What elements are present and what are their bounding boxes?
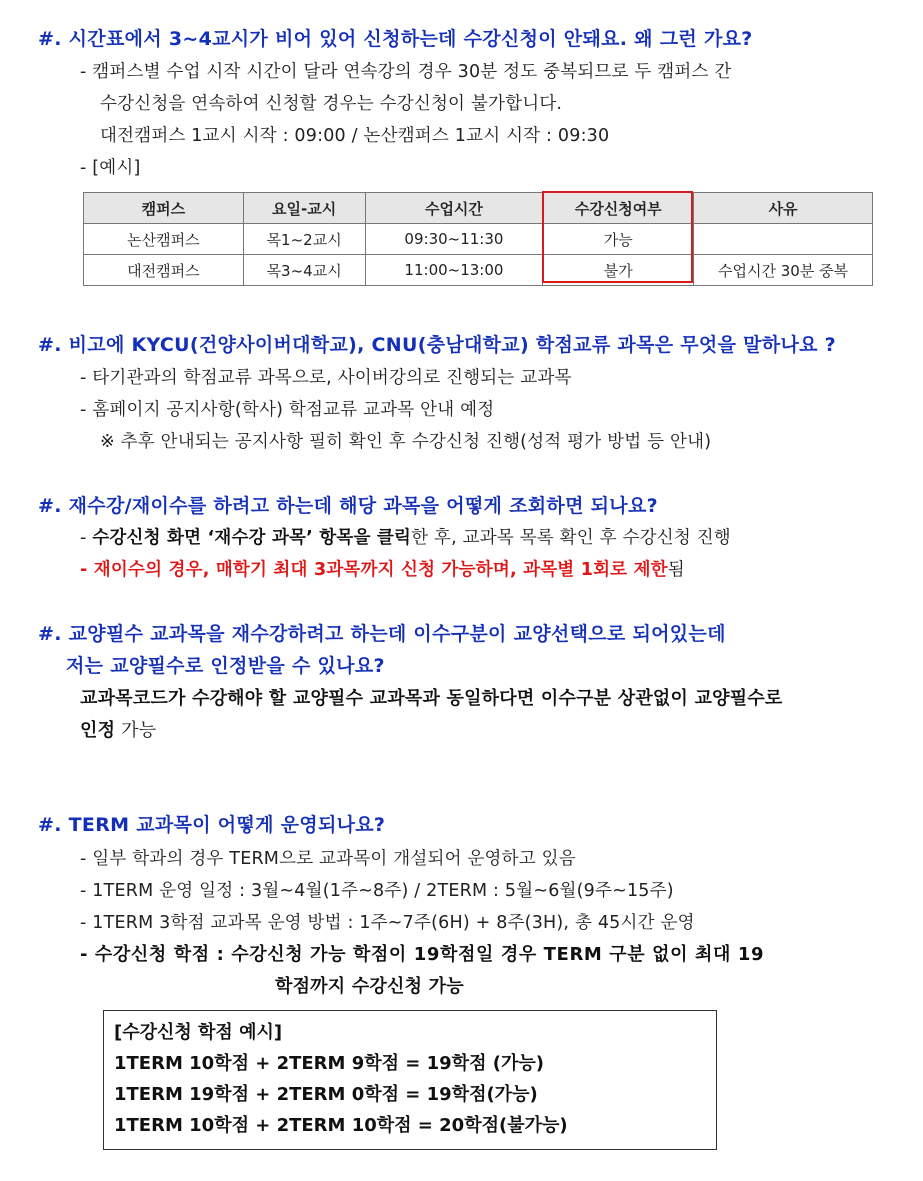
table-cell: 11:00~13:00 <box>365 255 543 286</box>
table-header: 캠퍼스 <box>84 193 244 224</box>
answer-line: - 타기관과의 학점교류 과목으로, 사이버강의로 진행되는 교과목 <box>80 368 572 388</box>
table-cell: 09:30~11:30 <box>365 224 543 255</box>
example-line: 1TERM 10학점 + 2TERM 9학점 = 19학점 (가능) <box>114 1053 544 1074</box>
answer-line: - [예시] <box>80 158 141 178</box>
table-header: 요일-교시 <box>243 193 365 224</box>
answer-line <box>80 716 156 742</box>
dash: - <box>80 528 93 548</box>
table-cell: 대전캠퍼스 <box>84 255 244 286</box>
example-line: 1TERM 10학점 + 2TERM 10학점 = 20학점(불가능) <box>114 1115 568 1136</box>
answer-rest: 가능 <box>115 720 157 741</box>
table-row <box>84 224 873 255</box>
answer-line: 수강신청을 연속하여 신청할 경우는 수강신청이 불가합니다. <box>100 94 563 114</box>
table-cell: 가능 <box>543 224 694 255</box>
table-cell: 논산캠퍼스 <box>84 224 244 255</box>
answer-red: 재이수의 경우, 매학기 최대 3과목까지 신청 가능하며, 과목별 1회로 제한 <box>93 560 668 580</box>
answer-bold-line: - 수강신청 학점 : 수강신청 가능 학점이 19학점일 경우 TERM 구분 없이 최대 19 <box>80 944 765 965</box>
answer-line: - 1TERM 3학점 교과목 운영 방법 : 1주~7주(6H) + 8주(3H), 총 45시간 운영 <box>80 913 695 933</box>
question-timetable: #. 시간표에서 3~4교시가 비어 있어 신청하는데 수강신청이 안돼요. 왜 그런 가요? <box>38 28 753 50</box>
example-table <box>83 192 873 286</box>
dash: - <box>80 560 94 580</box>
answer-rest: 됨 <box>667 560 685 580</box>
answer-rest: 한 후, 교과목 목록 확인 후 수강신청 진행 <box>411 528 731 548</box>
answer-bold: 수강신청 화면 ‘재수강 과목’ 항목을 클릭 <box>92 528 412 548</box>
answer-bold-line: 학점까지 수강신청 가능 <box>275 976 464 997</box>
question-general-required-cont: 저는 교양필수로 인정받을 수 있나요? <box>66 655 385 677</box>
answer-line <box>80 556 685 581</box>
table-cell: 불가 <box>543 255 694 286</box>
table-header: 수강신청여부 <box>543 193 694 224</box>
example-line: 1TERM 19학점 + 2TERM 0학점 = 19학점(가능) <box>114 1084 538 1105</box>
table-header: 수업시간 <box>365 193 543 224</box>
answer-line: - 1TERM 운영 일정 : 3월~4월(1주~8주) / 2TERM : 5월~6월(9주~15주) <box>80 881 674 901</box>
table-cell: 수업시간 30분 중복 <box>694 255 873 286</box>
answer-bold: 인정 <box>80 720 116 741</box>
question-credit-exchange: #. 비고에 KYCU(건양사이버대학교), CNU(충남대학교) 학점교류 과목은 무엇을 말하나요 ? <box>38 334 836 356</box>
answer-line: - 홈페이지 공지사항(학사) 학점교류 교과목 안내 예정 <box>80 400 495 420</box>
answer-line: - 캠퍼스별 수업 시작 시간이 달라 연속강의 경우 30분 정도 중복되므로 두 캠퍼스 간 <box>80 62 732 82</box>
table-header-row <box>84 193 873 224</box>
table-row <box>84 255 873 286</box>
answer-note: ※ 추후 안내되는 공지사항 필히 확인 후 수강신청 진행(성적 평가 방법 등 안내) <box>100 432 712 452</box>
answer-line: 대전캠퍼스 1교시 시작 : 09:00 / 논산캠퍼스 1교시 시작 : 09:30 <box>100 126 610 146</box>
answer-line: - 일부 학과의 경우 TERM으로 교과목이 개설되어 운영하고 있음 <box>80 849 576 869</box>
table-cell: 목3~4교시 <box>243 255 365 286</box>
answer-line: 교과목코드가 수강해야 할 교양필수 교과목과 동일하다면 이수구분 상관없이 교양필수로 <box>80 688 783 709</box>
table-header: 사유 <box>694 193 873 224</box>
table-cell: 목1~2교시 <box>243 224 365 255</box>
table-cell <box>694 224 873 255</box>
credit-example-box <box>103 1010 717 1150</box>
answer-line <box>80 524 731 549</box>
example-line: [수강신청 학점 예시] <box>114 1022 283 1043</box>
question-retake: #. 재수강/재이수를 하려고 하는데 해당 과목을 어떻게 조회하면 되나요? <box>38 495 658 517</box>
question-general-required: #. 교양필수 교과목을 재수강하려고 하는데 이수구분이 교양선택으로 되어있는데 <box>38 623 726 645</box>
question-term: #. TERM 교과목이 어떻게 운영되나요? <box>38 814 386 836</box>
